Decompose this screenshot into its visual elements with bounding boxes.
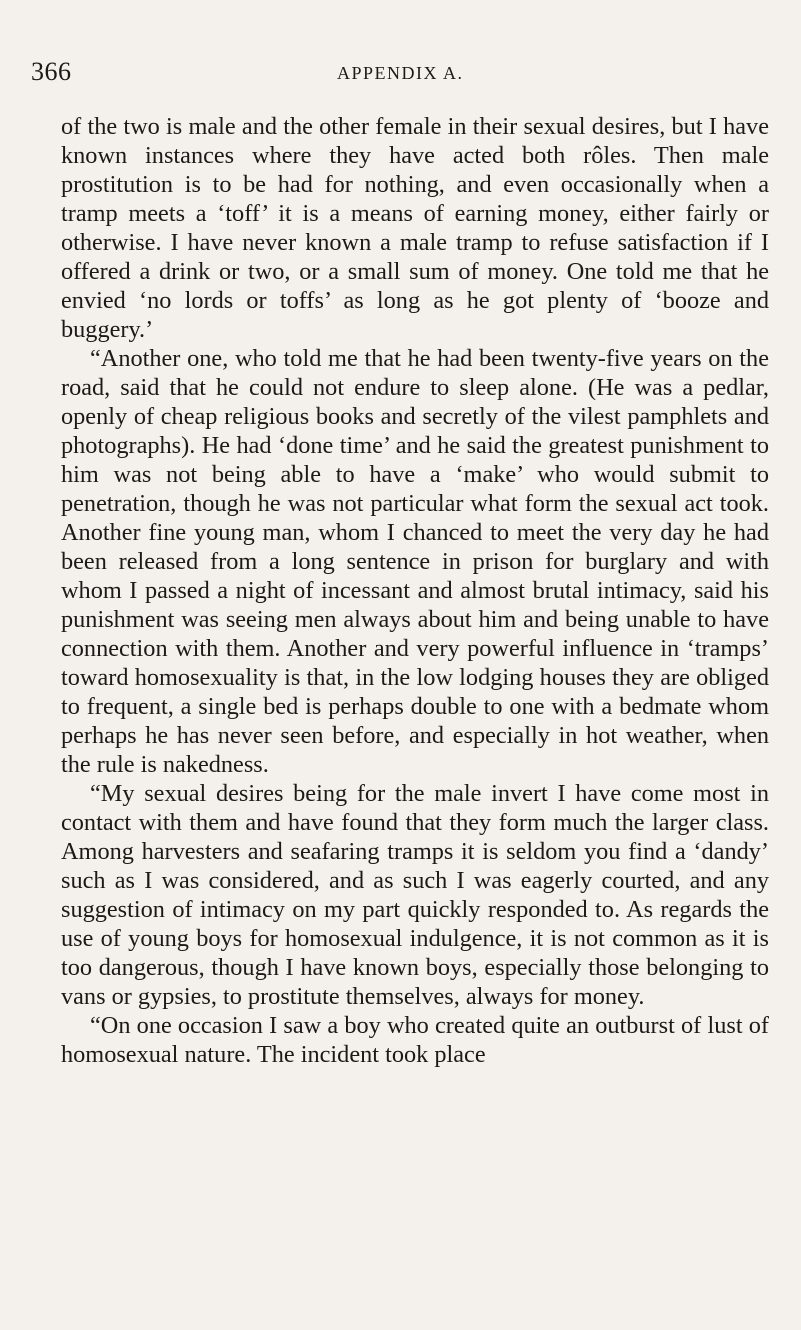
paragraph: “On one occasion I saw a boy who created quite an outburst of lust of homosexual nature. The incident took place [61, 1012, 769, 1068]
paragraph: “Another one, who told me that he had been twenty-five years on the road, said that he could not endure to sleep alone. (He was a pedlar, openly of cheap religious books and secretly of the vilest pamphlets and photographs). He had ‘done time’ and he said the greatest punishment to him was not being able to have a ‘make’ who would submit to penetration, though he was not particular what form the sexual act took. Another fine young man, whom I chanced to meet the very day he had been released from a long sentence in prison for burglary and with whom I passed a night of incessant and almost brutal intimacy, said his punishment was seeing men always about him and being unable to have connection with them. Another and very powerful influence in ‘tramps’ toward homosexuality is that, in the low lodging houses they are obliged to frequent, a single bed is perhaps double to one with a bedmate whom perhaps he has never seen before, and especially in hot weather, when the rule is nakedness. [61, 345, 769, 778]
page-number: 366 [31, 57, 72, 86]
paragraph: “My sexual desires being for the male invert I have come most in contact with them and have found that they form much the larger class. Among harvesters and seafaring tramps it is seldom you find a ‘dandy’ such as I was considered, and as such I was eagerly courted, and any suggestion of intimacy on my part quickly responded to. As regards the use of young boys for homosexual indulgence, it is not common as it is too dangerous, though I have known boys, especially those belonging to vans or gypsies, to prostitute themselves, always for money. [61, 780, 769, 1010]
page-header [31, 57, 769, 97]
paragraph: of the two is male and the other female in their sexual desires, but I have known instances where they have acted both rôles. Then male prostitution is to be had for nothing, and even occasionally when a tramp meets a ‘toff’ it is a means of earning money, either fairly or otherwise. I have never known a male tramp to refuse satisfaction if I offered a drink or two, or a small sum of money. One told me that he envied ‘no lords or toffs’ as long as he got plenty of ‘booze and buggery.’ [61, 113, 769, 343]
body-text [61, 112, 769, 1069]
running-head: APPENDIX A. [337, 63, 464, 83]
